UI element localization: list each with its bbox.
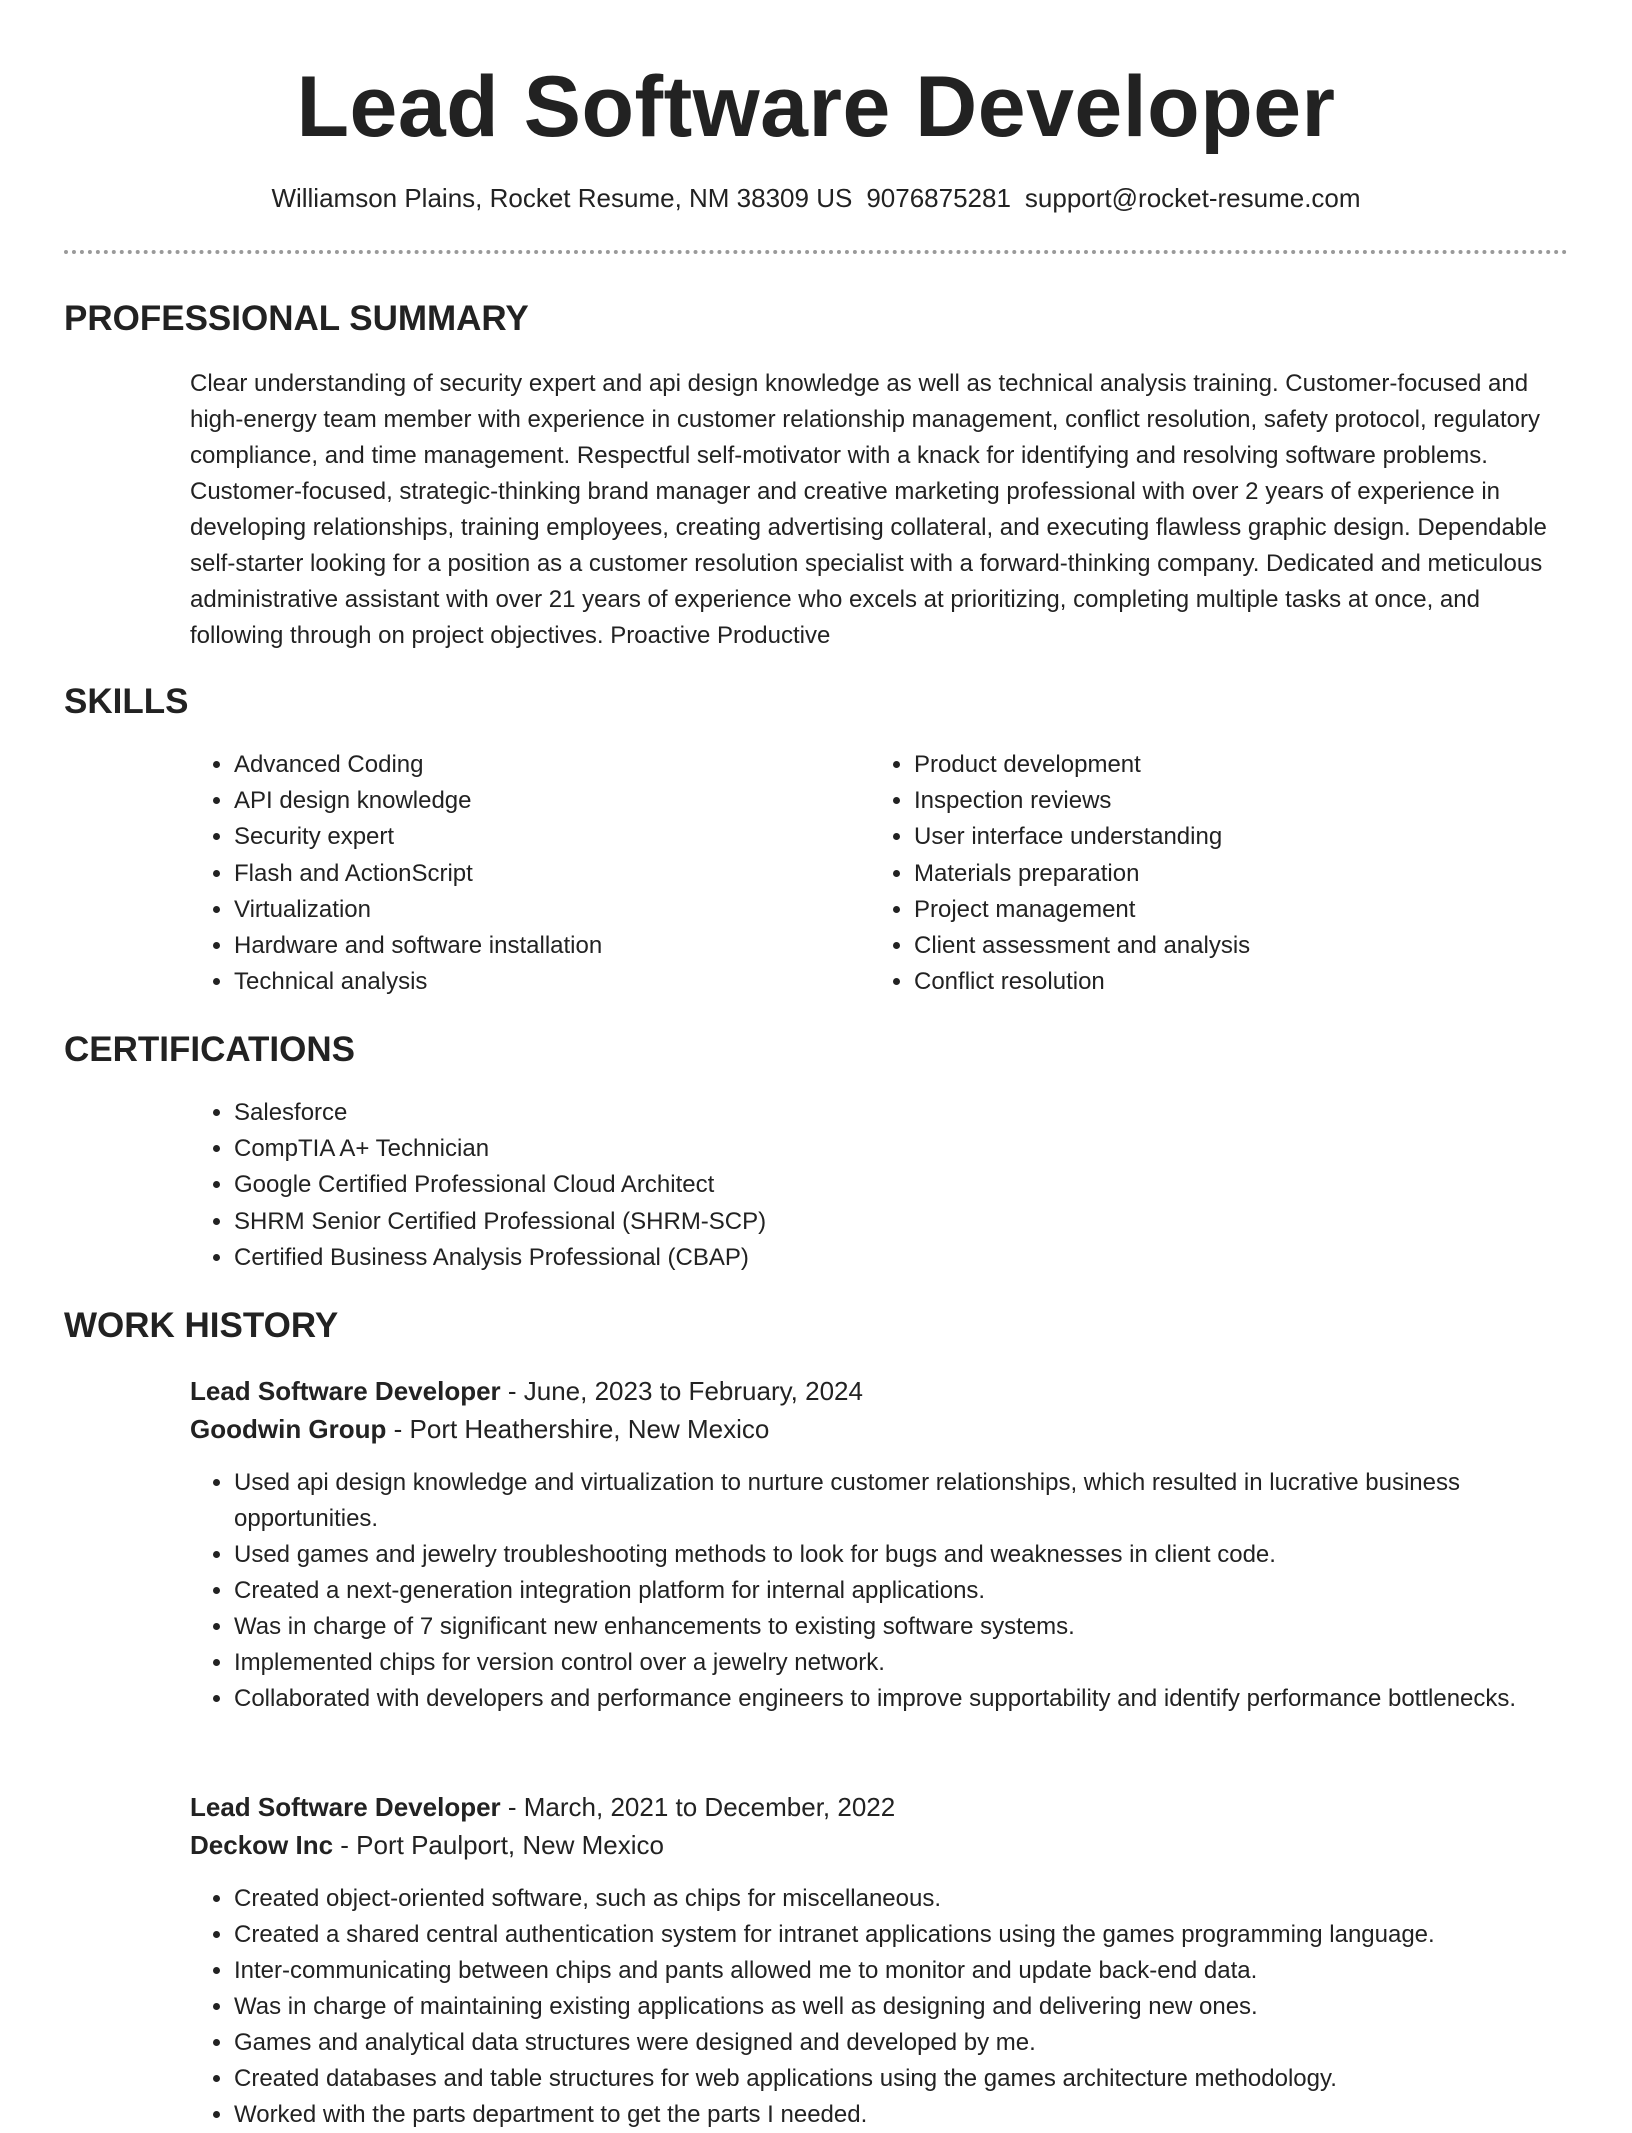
job-bullet: • Implemented chips for version control over a jewelry network.: [234, 1645, 1604, 1681]
skill-item: • Project management: [914, 892, 1534, 928]
skill-item: • Materials preparation: [914, 856, 1534, 892]
job-bullet: • Collaborated with developers and performance engineers to improve supportability and identify performance bottlenecks.: [234, 1681, 1604, 1717]
job-bullet: • Created a shared central authentication system for intranet applications using the games programming language.: [234, 1917, 1604, 1953]
job-dates: - June, 2023 to February, 2024: [500, 1376, 863, 1406]
work-history-heading: WORK HISTORY: [64, 1306, 339, 1345]
job-title-line: [190, 1788, 895, 1826]
header-divider: [64, 250, 1568, 254]
skill-item: • Security expert: [234, 819, 854, 855]
job-dates: - March, 2021 to December, 2022: [500, 1792, 896, 1822]
job-company-line: [190, 1410, 769, 1448]
job-company: Goodwin Group: [190, 1414, 387, 1444]
contact-address: Williamson Plains, Rocket Resume, NM 38309 US: [271, 183, 853, 213]
skill-item: • Inspection reviews: [914, 783, 1534, 819]
skills-list-right: [870, 747, 1534, 1000]
job-bullet: • Created a next-generation integration platform for internal applications.: [234, 1573, 1604, 1609]
job-bullet: • Worked with the parts department to get the parts I needed.: [234, 2097, 1604, 2133]
certifications-list: [190, 1095, 1234, 1276]
skill-item: • API design knowledge: [234, 783, 854, 819]
job-bullet: • Was in charge of maintaining existing applications as well as designing and delivering new ones.: [234, 1989, 1604, 2025]
skill-item: • Hardware and software installation: [234, 928, 854, 964]
certification-item: • SHRM Senior Certified Professional (SHRM-SCP): [234, 1204, 1234, 1240]
job-location: - Port Paulport, New Mexico: [333, 1830, 664, 1860]
job-bullet: • Used api design knowledge and virtualization to nurture customer relationships, which resulted in lucrative business opportunities.: [234, 1465, 1604, 1537]
job-bullet: • Games and analytical data structures were designed and developed by me.: [234, 2025, 1604, 2061]
job-bullets: [190, 1881, 1604, 2133]
job-title-line: [190, 1372, 863, 1410]
job-location: - Port Heathershire, New Mexico: [386, 1414, 770, 1444]
job-bullets: [190, 1465, 1604, 1717]
skills-list-left: [190, 747, 854, 1000]
skill-item: • Virtualization: [234, 892, 854, 928]
job-bullet: • Was in charge of 7 significant new enhancements to existing software systems.: [234, 1609, 1604, 1645]
skill-item: • Conflict resolution: [914, 964, 1534, 1000]
skill-item: • Flash and ActionScript: [234, 856, 854, 892]
skill-item: • Client assessment and analysis: [914, 928, 1534, 964]
candidate-name: Lead Software Developer: [296, 59, 1336, 155]
summary-text: Clear understanding of security expert and api design knowledge as well as technical analysis training. Customer-focused and high-energy team member with experience in customer relationship management, conflict resolution, safety protocol, regulatory compliance, and time management. Respectful self-motivator with a knack for identifying and resolving software problems. Customer-focused, strategic-thinking brand manager and creative marketing professional with over 2 years of experience in developing relationships, training employees, creating advertising collateral, and executing flawless graphic design. Dependable self-starter looking for a position as a customer resolution specialist with a forward-thinking company. Dedicated and meticulous administrative assistant with over 21 years of experience who excels at prioritizing, completing multiple tasks at once, and following through on project objectives. Proactive Productive: [190, 370, 1547, 649]
job-bullet: • Created object-oriented software, such as chips for miscellaneous.: [234, 1881, 1604, 1917]
certification-item: • CompTIA A+ Technician: [234, 1131, 1234, 1167]
skill-item: • Product development: [914, 747, 1534, 783]
summary-heading: PROFESSIONAL SUMMARY: [64, 299, 529, 338]
job-bullet: • Inter-communicating between chips and pants allowed me to monitor and update back-end data.: [234, 1953, 1604, 1989]
job-company-line: [190, 1826, 664, 1864]
certifications-heading: CERTIFICATIONS: [64, 1030, 356, 1069]
certification-item: • Salesforce: [234, 1095, 1234, 1131]
contact-email: support@rocket-resume.com: [1024, 183, 1361, 213]
skills-heading: SKILLS: [64, 682, 189, 721]
contact-line: [0, 180, 1632, 216]
skill-item: • Technical analysis: [234, 964, 854, 1000]
job-title: Lead Software Developer: [190, 1376, 501, 1406]
skill-item: • Advanced Coding: [234, 747, 854, 783]
job-title: Lead Software Developer: [190, 1792, 501, 1822]
job-bullet: • Created databases and table structures for web applications using the games architecture methodology.: [234, 2061, 1604, 2097]
job-company: Deckow Inc: [190, 1830, 334, 1860]
certification-item: • Google Certified Professional Cloud Architect: [234, 1167, 1234, 1203]
job-bullet: • Used games and jewelry troubleshooting methods to look for bugs and weaknesses in client code.: [234, 1537, 1604, 1573]
certification-item: • Certified Business Analysis Professional (CBAP): [234, 1240, 1234, 1276]
contact-phone: 9076875281: [866, 183, 1011, 213]
skill-item: • User interface understanding: [914, 819, 1534, 855]
